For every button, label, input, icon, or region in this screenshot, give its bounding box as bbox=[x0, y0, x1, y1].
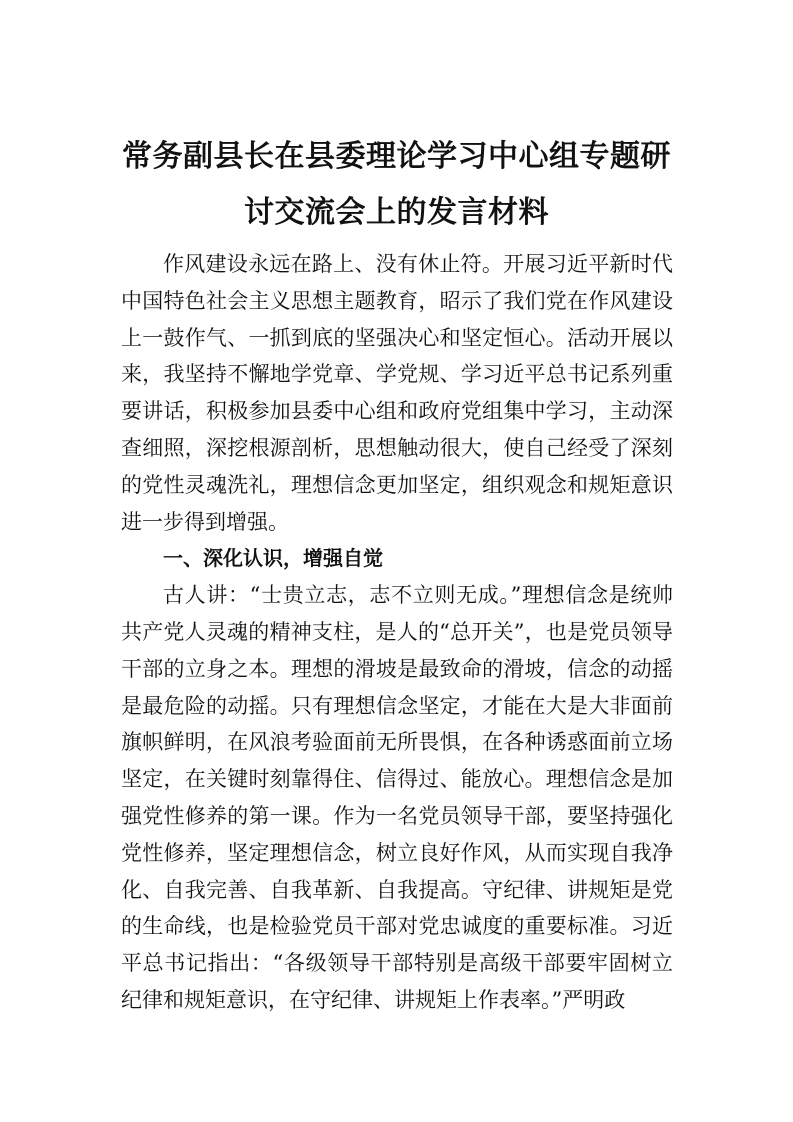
document-title-line-1: 常务副县长在县委理论学习中心组专题研 bbox=[122, 139, 671, 174]
section-1-paragraph: 古人讲：“士贵立志，志不立则无成。”理想信念是统帅共产党人灵魂的精神支柱，是人的“总开关”，也是党员领导干部的立身之本。理想的滑坡是最致命的滑坡，信念的动摇是最危险的动摇。只有理想信念坚定，才能在大是大非面前旗帜鲜明，在风浪考验面前无所畏惧，在各种诱惑面前立场坚定，在关键时刻靠得住、信得过、能放心。理想信念是加强党性修养的第一课。作为一名党员领导干部，要坚持强化党性修养，坚定理想信念，树立良好作风，从而实现自我净化、自我完善、自我革新、自我提高。守纪律、讲规矩是党的生命线，也是检验党员干部对党忠诚度的重要标准。习近平总书记指出：“各级领导干部特别是高级干部要牢固树立纪律和规矩意识，在守纪律、讲规矩上作表率。”严明政 bbox=[121, 583, 673, 1012]
intro-paragraph: 作风建设永远在路上、没有休止符。开展习近平新时代中国特色社会主义思想主题教育，昭示了我们党在作风建设上一鼓作气、一抓到底的坚强决心和坚定恒心。活动开展以来，我坚持不懈地学党章、学党规、学习近平总书记系列重要讲话，积极参加县委中心组和政府党组集中学习，主动深查细照，深挖根源剖析，思想触动很大，使自己经受了深刻的党性灵魂洗礼，理想信念更加坚定，组织观念和规矩意识进一步得到增强。 bbox=[121, 252, 673, 534]
document-body bbox=[121, 246, 673, 1019]
section-heading-1: 一、深化认识，增强自觉 bbox=[163, 546, 383, 571]
document-title-line-2: 讨交流会上的发言材料 bbox=[244, 195, 549, 230]
